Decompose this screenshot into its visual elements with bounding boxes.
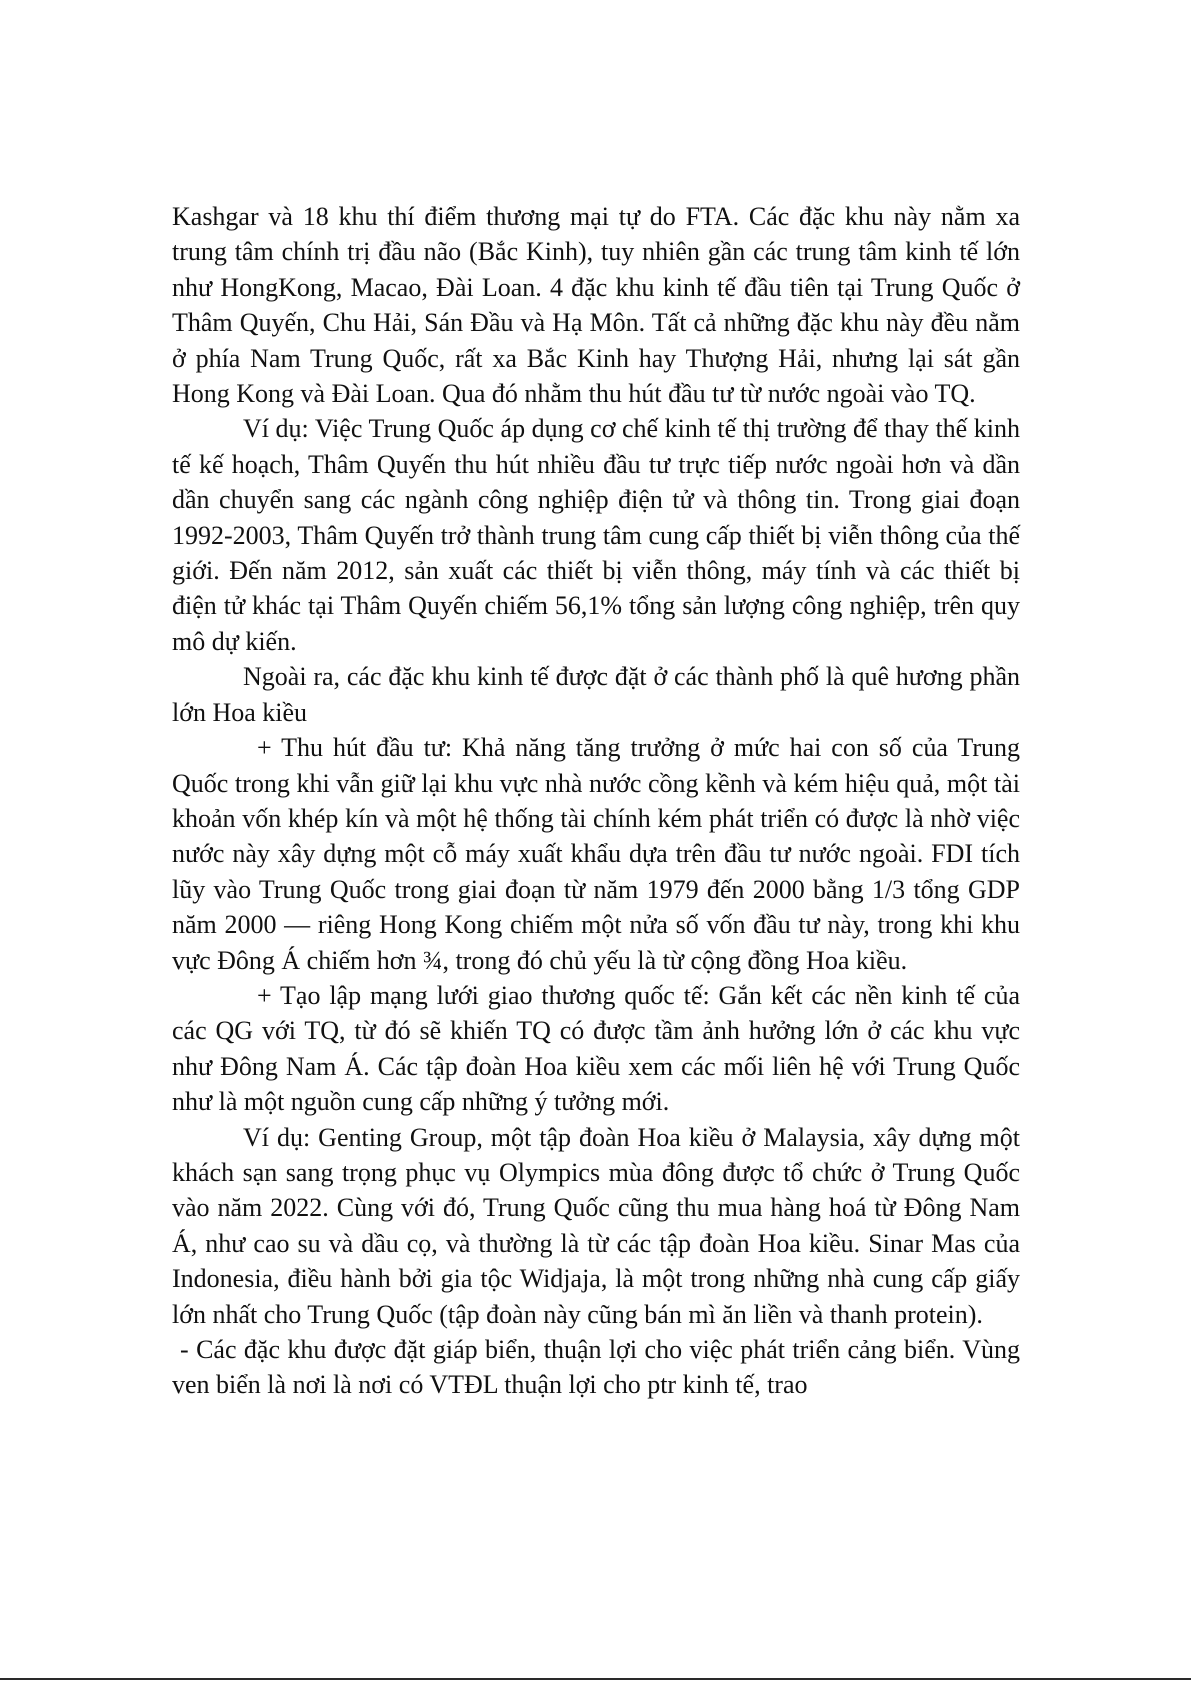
paragraph-coastal-location: - Các đặc khu được đặt giáp biển, thuận lợi cho việc phát triển cảng biển. Vùng ven biển là nơi là nơi có VTĐL thuận lợi cho ptr kinh tế, trao bbox=[172, 1335, 1020, 1400]
paragraph-overseas-chinese-hometowns: Ngoài ra, các đặc khu kinh tế được đặt ở các thành phố là quê hương phần lớn Hoa kiều bbox=[172, 662, 1020, 727]
paragraph-trade-network: + Tạo lập mạng lưới giao thương quốc tế: Gắn kết các nền kinh tế của các QG với TQ, từ đó sẽ khiến TQ có được tầm ảnh hưởng lớn ở các khu vực như Đông Nam Á. Các tập đoàn Hoa kiều xem các mối liên hệ với Trung Quốc như là một nguồn cung cấp những ý tưởng mới. bbox=[172, 980, 1020, 1117]
paragraph-genting-example: Ví dụ: Genting Group, một tập đoàn Hoa kiều ở Malaysia, xây dựng một khách sạn sang trọng phục vụ Olympics mùa đông được tổ chức ở Trung Quốc vào năm 2022. Cùng với đó, Trung Quốc cũng thu mua hàng hoá từ Đông Nam Á, như cao su và dầu cọ, và thường là từ các tập đoàn Hoa kiều. Sinar Mas của Indonesia, điều hành bởi gia tộc Widjaja, là một trong những nhà cung cấp giấy lớn nhất cho Trung Quốc (tập đoàn này cũng bán mì ăn liền và thanh protein). bbox=[172, 1122, 1020, 1329]
paragraph-shenzhen-example: Ví dụ: Việc Trung Quốc áp dụng cơ chế kinh tế thị trường để thay thế kinh tế kế hoạch, Thâm Quyến thu hút nhiều đầu tư trực tiếp nước ngoài hơn và dần dần chuyển sang các ngành công nghiệp điện tử và thông tin. Trong giai đoạn 1992-2003, Thâm Quyến trở thành trung tâm cung cấp thiết bị viễn thông của thế giới. Đến năm 2012, sản xuất các thiết bị viễn thông, máy tính và các thiết bị điện tử khác tại Thâm Quyến chiếm 56,1% tổng sản lượng công nghiệp, trên quy mô dự kiến. bbox=[172, 414, 1020, 656]
document-body bbox=[172, 199, 1020, 1403]
paragraph-attract-investment: + Thu hút đầu tư: Khả năng tăng trưởng ở mức hai con số của Trung Quốc trong khi vẫn giữ lại khu vực nhà nước cồng kềnh và kém hiệu quả, một tài khoản vốn khép kín và một hệ thống tài chính kém phát triển có được là nhờ việc nước này xây dựng một cỗ máy xuất khẩu dựa trên đầu tư nước ngoài. FDI tích lũy vào Trung Quốc trong giai đoạn từ năm 1979 đến 2000 bằng 1/3 tổng GDP năm 2000 — riêng Hong Kong chiếm một nửa số vốn đầu tư này, trong khi khu vực Đông Á chiếm hơn ¾, trong đó chủ yếu là từ cộng đồng Hoa kiều. bbox=[172, 733, 1020, 975]
page-bottom-rule bbox=[0, 1678, 1191, 1680]
paragraph-special-zones-location: Kashgar và 18 khu thí điểm thương mại tự do FTA. Các đặc khu này nằm xa trung tâm chính trị đầu não (Bắc Kinh), tuy nhiên gần các trung tâm kinh tế lớn như HongKong, Macao, Đài Loan. 4 đặc khu kinh tế đầu tiên tại Trung Quốc ở Thâm Quyến, Chu Hải, Sán Đầu và Hạ Môn. Tất cả những đặc khu này đều nằm ở phía Nam Trung Quốc, rất xa Bắc Kinh hay Thượng Hải, nhưng lại sát gần Hong Kong và Đài Loan. Qua đó nhằm thu hút đầu tư từ nước ngoài vào TQ. bbox=[172, 202, 1020, 409]
